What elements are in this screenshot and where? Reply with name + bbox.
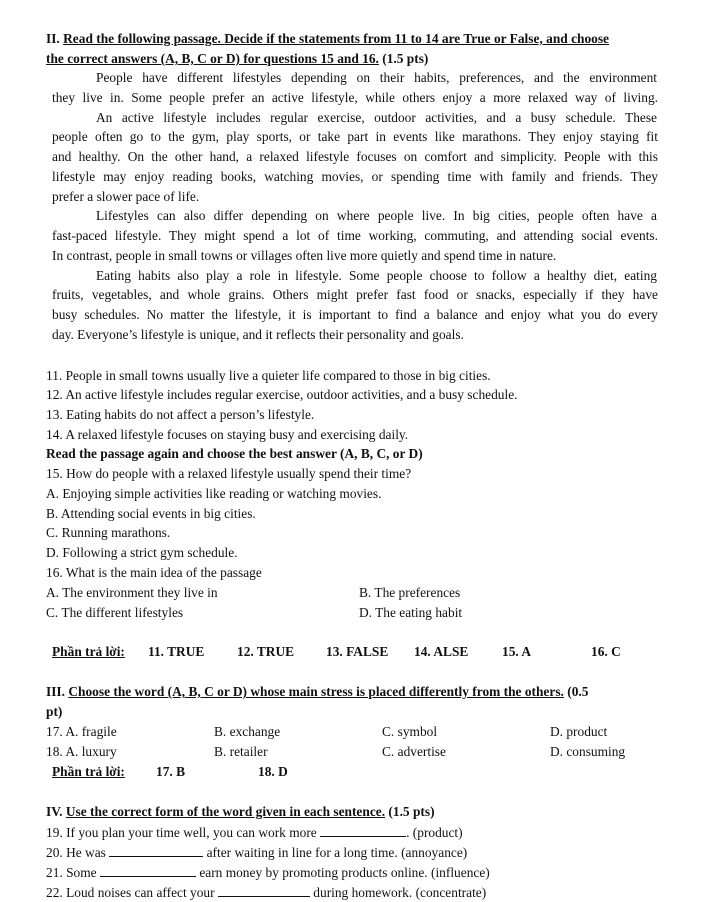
passage-line: busy schedules. No matter the lifestyle, it is important to find a balance and enjoy what you do every [52,307,658,322]
q15-option-a: A. Enjoying simple activities like reading or watching movies. [46,486,382,501]
section-3-heading [46,685,588,698]
section-4-points: (1.5 pts) [388,804,435,819]
passage-line: fast-paced lifestyle. They might spend a lot of time working, commuting, and attending social events. [52,228,658,243]
passage-line: People have different lifestyles depending on their habits, preferences, and the environment [96,70,657,85]
q20-answer-blank[interactable] [109,845,203,857]
answer-15: 15. A [502,644,532,659]
question-20 [46,845,467,859]
q15-option-d: D. Following a strict gym schedule. [46,545,238,560]
q19-text-after: . (product) [406,825,463,840]
statement-11: 11. People in small towns usually live a quieter life compared to those in big cities. [46,368,491,383]
question-22 [46,885,486,899]
q18-option-a: 18. A. luxury [46,744,117,759]
section-4-number: IV. [46,804,63,819]
section-3-heading-text: Choose the word (A, B, C or D) whose main stress is placed differently from the others. [68,684,564,699]
answer-16: 16. C [591,644,621,659]
q21-text-before: 21. Some [46,865,97,880]
statement-13: 13. Eating habits do not affect a person’s lifestyle. [46,407,315,422]
passage-line: An active lifestyle includes regular exercise, outdoor activities, and a busy schedule. These [96,110,657,125]
q15-option-b: B. Attending social events in big cities. [46,506,256,521]
section-3-number: III. [46,684,65,699]
q17-option-b: B. exchange [214,724,281,739]
section-4-heading-text: Use the correct form of the word given in each sentence. [65,804,386,819]
answer-12: 12. TRUE [237,644,295,659]
passage-line: they live in. Some people prefer an active lifestyle, while others enjoy a more relaxed way of living. [52,90,658,105]
passage-line: lifestyle may enjoy reading books, watching movies, or spending time with family and friends. They [52,169,658,184]
q18-option-c: C. advertise [382,744,446,759]
passage-line: In contrast, people in small towns or villages often live more quietly and spend time in nature. [52,248,557,263]
answer-label: Phần trả lời: [52,644,125,659]
q18-option-b: B. retailer [214,744,268,759]
q20-text-after: after waiting in line for a long time. (annoyance) [206,845,468,860]
q17-option-d: D. product [550,724,608,739]
mc-instruction: Read the passage again and choose the best answer (A, B, C, or D) [46,446,423,461]
statement-14: 14. A relaxed lifestyle focuses on staying busy and exercising daily. [46,427,409,442]
section-3-points-b: pt) [46,704,63,719]
answer-14: 14. ALSE [414,644,469,659]
section-2-number: II. [46,31,60,46]
q19-answer-blank[interactable] [320,825,406,837]
passage-line: and healthy. On the other hand, a relaxed lifestyle focuses on comfort and simplicity. People with this [52,149,658,164]
q15-option-c: C. Running marathons. [46,525,171,540]
answer-18: 18. D [258,764,288,779]
q16-option-b: B. The preferences [359,585,461,600]
q21-answer-blank[interactable] [100,865,196,877]
question-21 [46,865,490,879]
section-2-heading-text-1: Read the following passage. Decide if the statements from 11 to 14 are True or False, and choose [63,31,610,46]
answer-11: 11. TRUE [148,644,205,659]
passage-line: day. Everyone’s lifestyle is unique, and it reflects their personality and goals. [52,327,464,342]
q22-answer-blank[interactable] [218,885,310,897]
passage-line: fruits, vegetables, and whole grains. Others might prefer fast food or snacks, especially if they have [52,287,658,302]
section-3-points-a: (0.5 [567,684,589,699]
q22-text-before: 22. Loud noises can affect your [46,885,215,900]
question-16: 16. What is the main idea of the passage [46,565,262,580]
q16-option-d: D. The eating habit [359,605,463,620]
section-2-points: (1.5 pts) [382,51,429,66]
question-15: 15. How do people with a relaxed lifestyle usually spend their time? [46,466,412,481]
q18-option-d: D. consuming [550,744,626,759]
passage-line: people often go to the gym, play sports, or take part in events like marathons. They enjoy staying fit [52,129,658,144]
q17-option-a: 17. A. fragile [46,724,117,739]
q21-text-after: earn money by promoting products online. (influence) [199,865,490,880]
section-4-heading [46,805,435,818]
q19-text-before: 19. If you plan your time well, you can work more [46,825,317,840]
passage-line: prefer a slower pace of life. [52,189,200,204]
q22-text-after: during homework. (concentrate) [313,885,487,900]
statement-12: 12. An active lifestyle includes regular exercise, outdoor activities, and a busy schedule. [46,387,518,402]
section-2-heading-line-1 [46,32,609,45]
q16-option-a: A. The environment they live in [46,585,218,600]
answer-17: 17. B [156,764,186,779]
q17-option-c: C. symbol [382,724,438,739]
section-2-heading-text-2: the correct answers (A, B, C or D) for questions 15 and 16. [46,51,379,66]
passage-line: Eating habits also play a role in lifestyle. Some people choose to follow a healthy diet, eating [96,268,657,283]
q20-text-before: 20. He was [46,845,106,860]
question-19 [46,825,463,839]
answer-label: Phần trả lời: [52,764,125,779]
q16-option-c: C. The different lifestyles [46,605,184,620]
passage-line: Lifestyles can also differ depending on where people live. In big cities, people often have a [96,208,657,223]
answer-13: 13. FALSE [326,644,389,659]
section-2-heading-line-2 [46,52,428,65]
